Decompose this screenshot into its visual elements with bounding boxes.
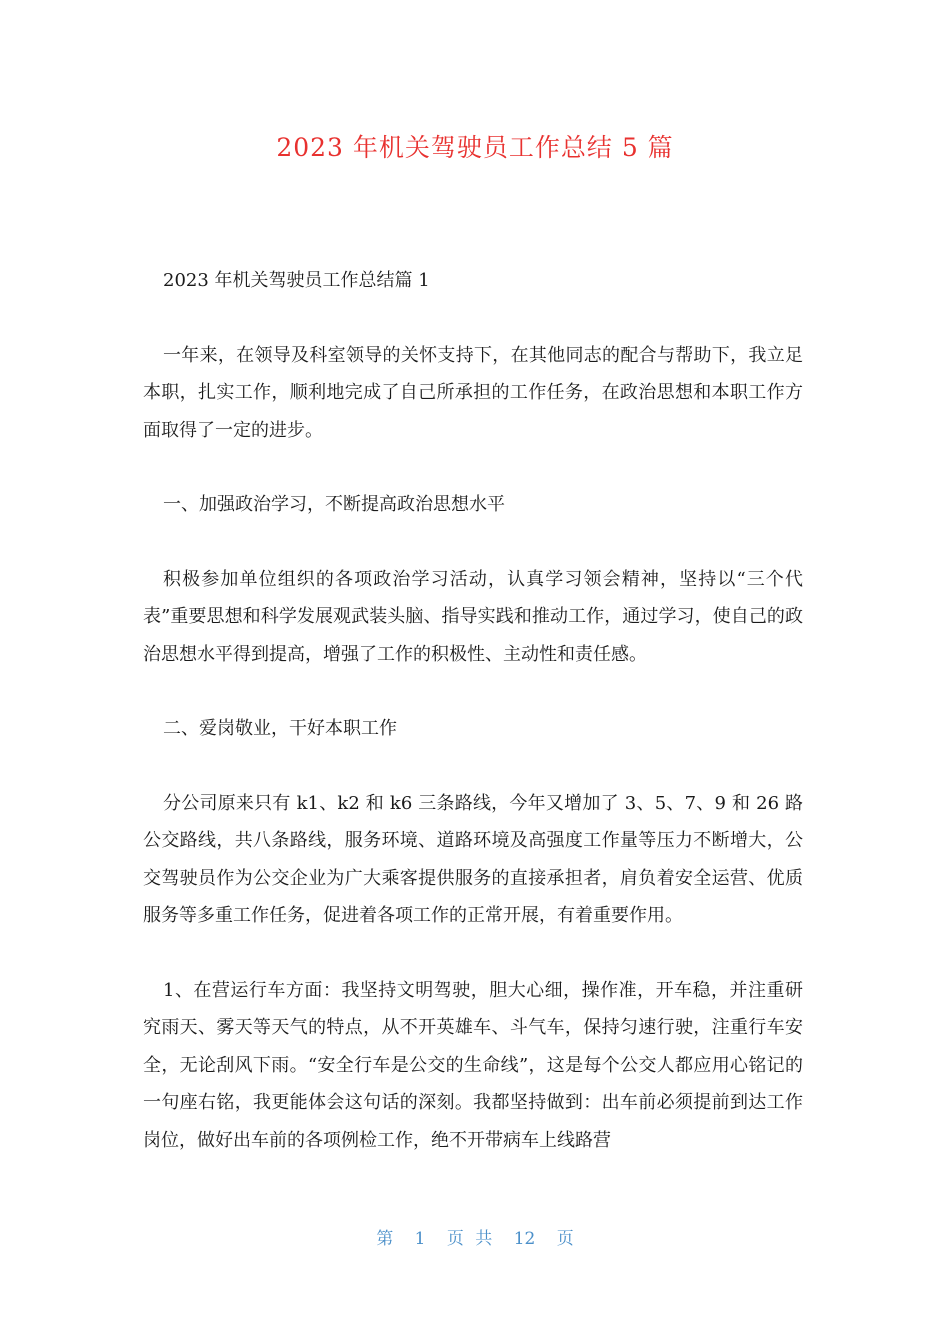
section-title: 2023 年机关驾驶员工作总结篇 1: [163, 270, 430, 291]
document-title: 2023 年机关驾驶员工作总结 5 篇: [276, 133, 674, 162]
total-pages: 12: [513, 1229, 536, 1249]
page-label-prefix: 第: [376, 1229, 394, 1249]
body-paragraph: 分公司原来只有 k1、k2 和 k6 三条路线，今年又增加了 3、5、7、9 和 26 路公交路线，共八条路线，服务环境、道路环境及高强度工作量等压力不断增大，公交驾驶员作为公交企业为广大乘客提供服务的直接承担者，肩负着安全运营、优质服务等多重工作任务，促进着各项工作的正常开展，有着重要作用。: [143, 792, 803, 926]
page-footer: [0, 1224, 950, 1249]
section-heading-duty: 二、爱岗敬业，干好本职工作: [163, 718, 397, 739]
document-body: [143, 262, 803, 1159]
page-number: 1: [414, 1229, 426, 1249]
body-paragraph: 一年来，在领导及科室领导的关怀支持下，在其他同志的配合与帮助下，我立足本职，扎实工作，顺利地完成了自己所承担的工作任务，在政治思想和本职工作方面取得了一定的进步。: [143, 344, 803, 441]
section-heading-politics: 一、加强政治学习，不断提高政治思想水平: [163, 494, 505, 515]
page-label-middle: 页 共: [446, 1229, 493, 1249]
page-label-suffix: 页: [556, 1229, 574, 1249]
body-paragraph: 1、在营运行车方面：我坚持文明驾驶，胆大心细，操作准，开车稳，并注重研究雨天、雾天等天气的特点，从不开英雄车、斗气车，保持匀速行驶，注重行车安全，无论刮风下雨。“安全行车是公交的生命线”，这是每个公交人都应用心铭记的一句座右铭，我更能体会这句话的深刻。我都坚持做到：出车前必须提前到达工作岗位，做好出车前的各项例检工作，绝不开带病车上线路营: [143, 979, 803, 1151]
body-paragraph: 积极参加单位组织的各项政治学习活动，认真学习领会精神，坚持以“三个代表”重要思想和科学发展观武装头脑、指导实践和推动工作，通过学习，使自己的政治思想水平得到提高，增强了工作的积极性、主动性和责任感。: [143, 568, 803, 665]
